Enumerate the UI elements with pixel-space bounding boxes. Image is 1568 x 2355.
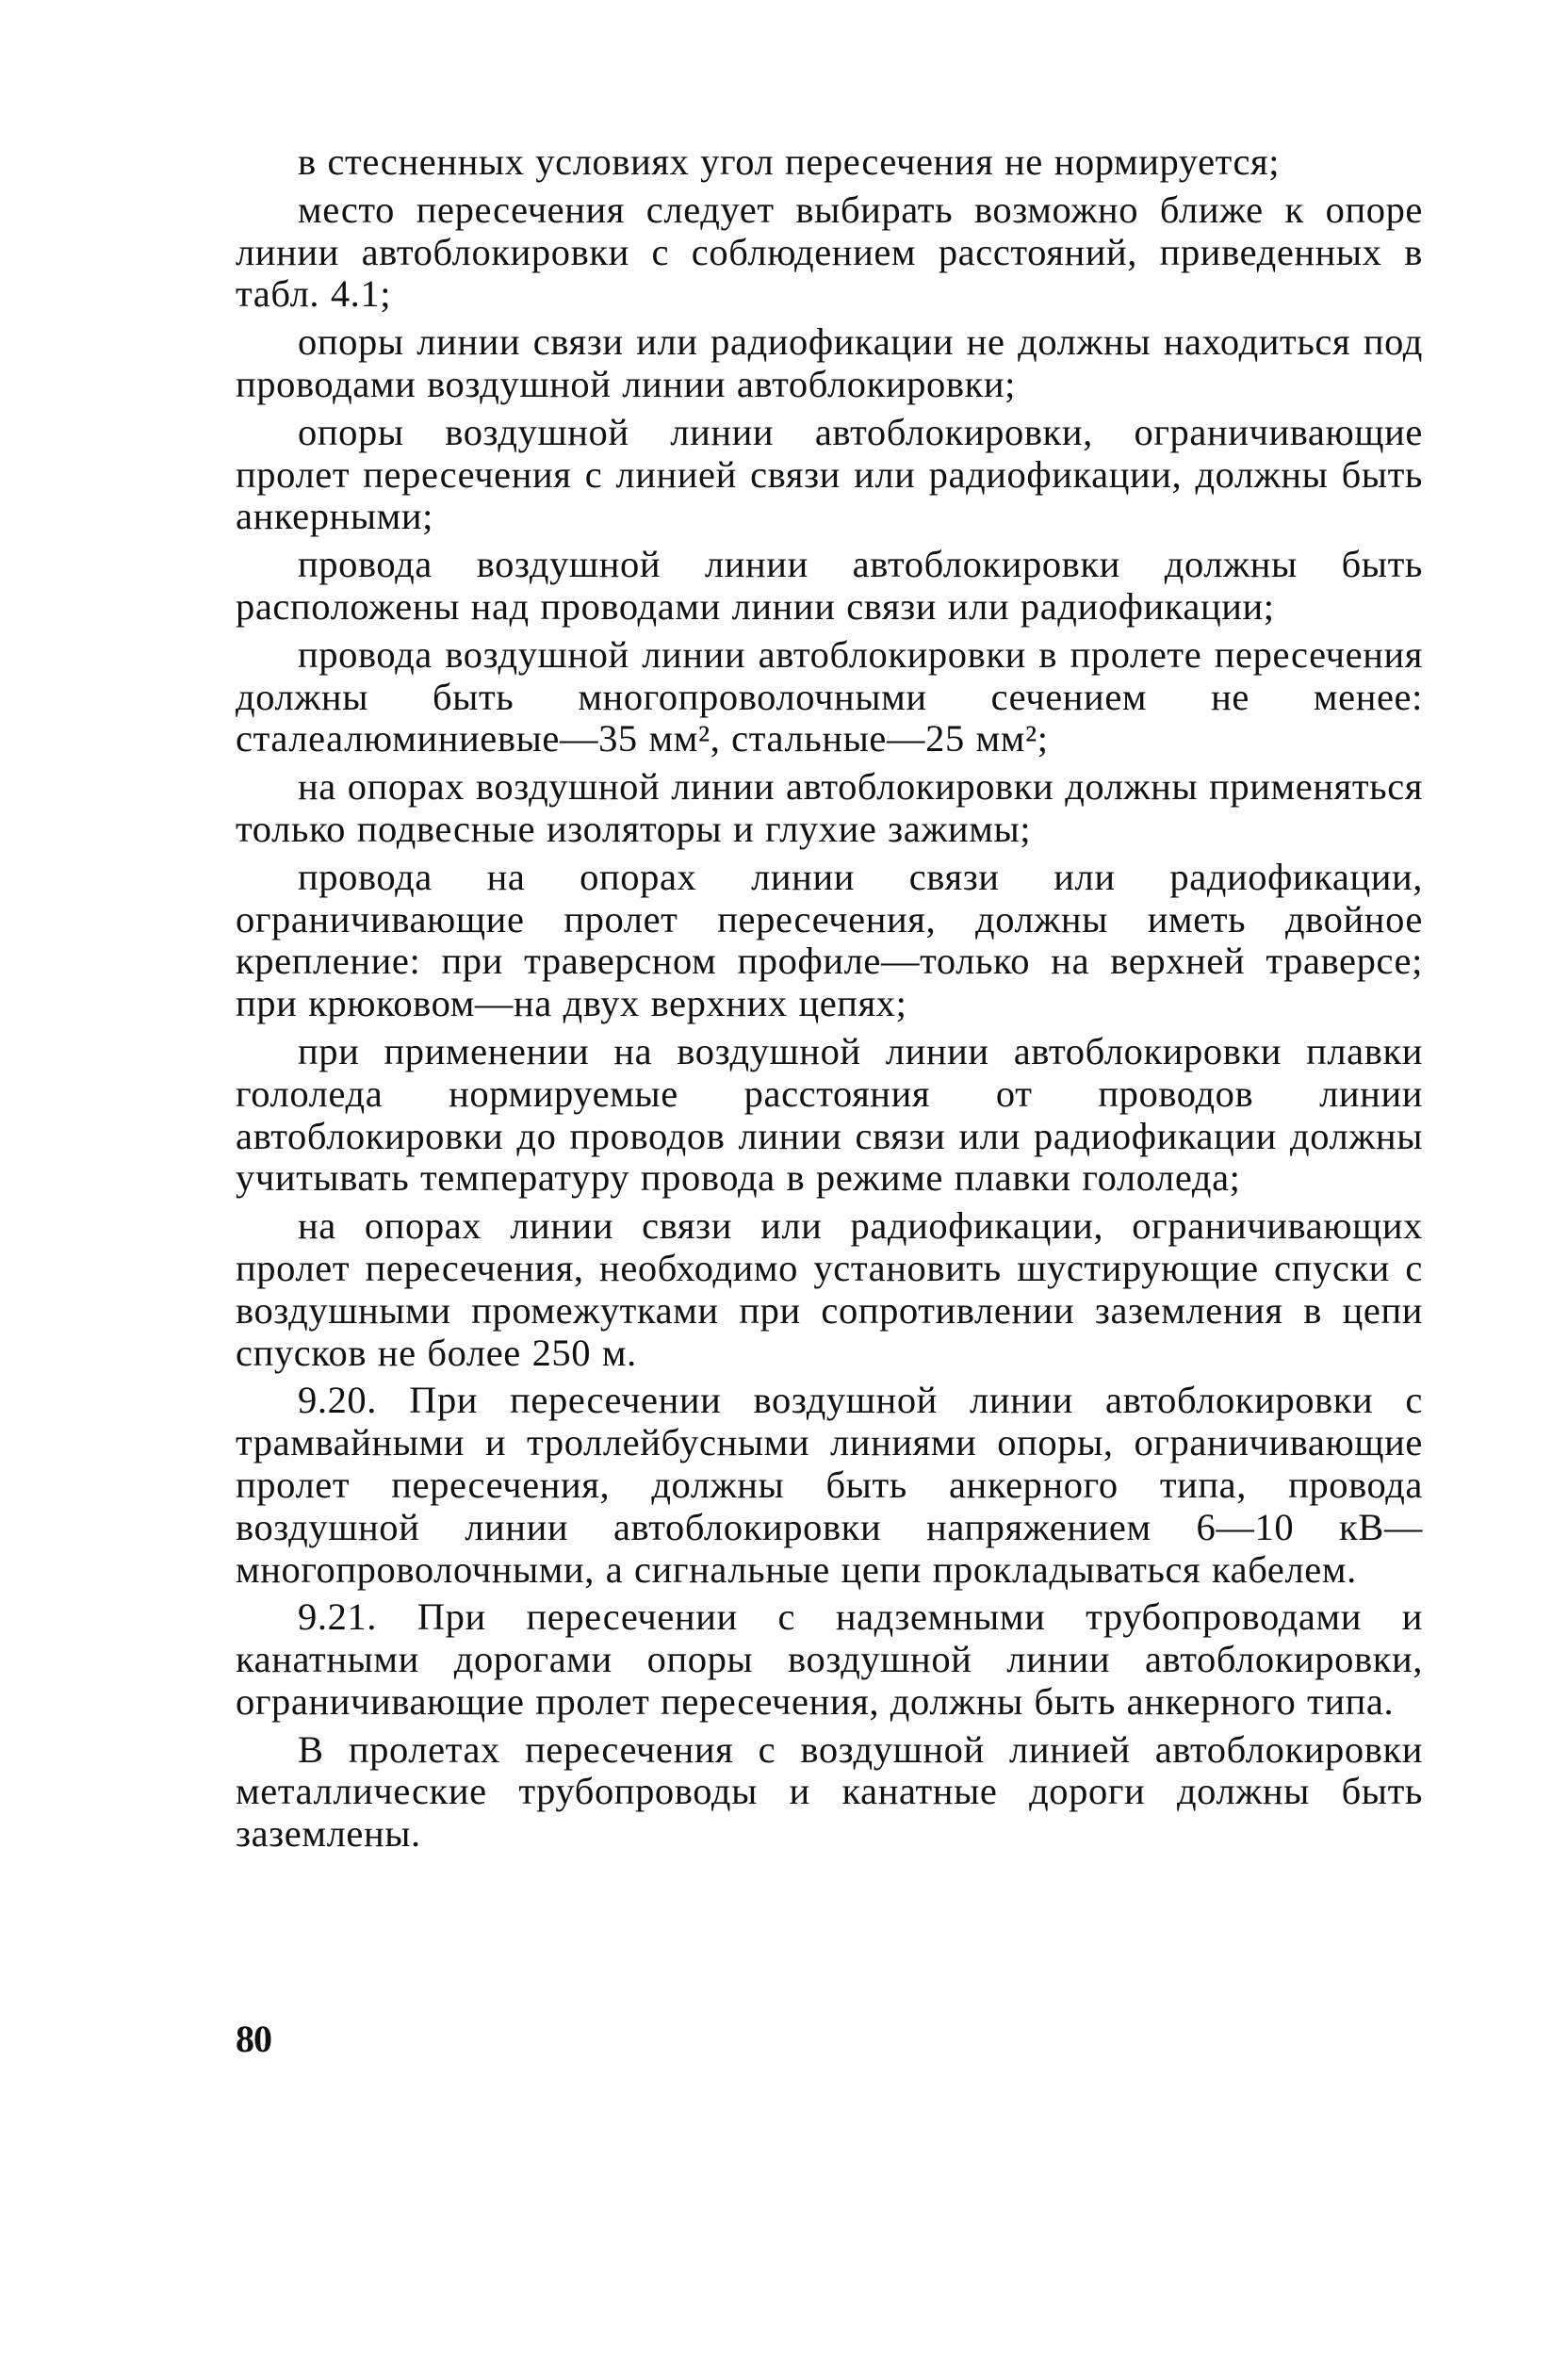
paragraph-4: опоры воздушной линии автоблокировки, ограничивающие пролет пересечения с линией связи или радиофикации, должны быть анкерными; (236, 410, 1423, 538)
paragraph-3: опоры линии связи или радиофикации не должны находиться под проводами воздушной линии автоблокировки; (236, 320, 1423, 405)
paragraph-1: в стесненных условиях угол пересечения не нормируется; (298, 140, 1281, 183)
paragraph-8: провода на опорах линии связи или радиофикации, ограничивающие пролет пересечения, должны иметь двойное крепление: при траверсном профиле—только на верхней траверсе; при крюковом—на двух верхних цепях; (236, 855, 1423, 1025)
paragraph-5: провода воздушной линии автоблокировки должны быть расположены над проводами линии связи или радиофикации; (236, 543, 1423, 628)
paragraph-6: провода воздушной линии автоблокировки в пролете пересечения должны быть многопроволочными сечением не менее: сталеалюминиевые—35 мм², стальные—25 мм²; (236, 632, 1423, 760)
paragraph-13: В пролетах пересечения с воздушной линией автоблокировки металлические трубопроводы и канатные дороги должны быть заземлены. (236, 1727, 1423, 1856)
page-number: 80 (236, 2018, 271, 2060)
paragraph-2: место пересечения следует выбирать возможно ближе к опоре линии автоблокировки с соблюдением расстояний, приведенных в табл. 4.1; (236, 188, 1423, 316)
paragraph-12: 9.21. При пересечении с надземными трубопроводами и канатными дорогами опоры воздушной линии автоблокировки, ограничивающие пролет пересечения, должны быть анкерного типа. (236, 1595, 1423, 1723)
paragraph-9: при применении на воздушной линии автоблокировки плавки гололеда нормируемые расстояния от проводов линии автоблокировки до проводов линии связи или радиофикации должны учитывать температуру провода в режиме плавки гололеда; (236, 1029, 1423, 1200)
paragraph-7: на опорах воздушной линии автоблокировки должны применяться только подвесные изоляторы и глухие зажимы; (236, 765, 1423, 850)
paragraph-11: 9.20. При пересечении воздушной линии автоблокировки с трамвайными и троллейбусными линиями опоры, ограничивающие пролет пересечения, должны быть анкерного типа, провода воздушной линии автоблокировки напряжением 6—10 кВ—многопроволочными, а сигнальные цепи прокладываться кабелем. (236, 1379, 1423, 1591)
page-body (236, 141, 1423, 1861)
paragraph-10: на опорах линии связи или радиофикации, ограничивающих пролет пересечения, необходимо установить шустирующие спуски с воздушными промежутками при сопротивлении заземления в цепи спусков не более 250 м. (236, 1204, 1423, 1374)
